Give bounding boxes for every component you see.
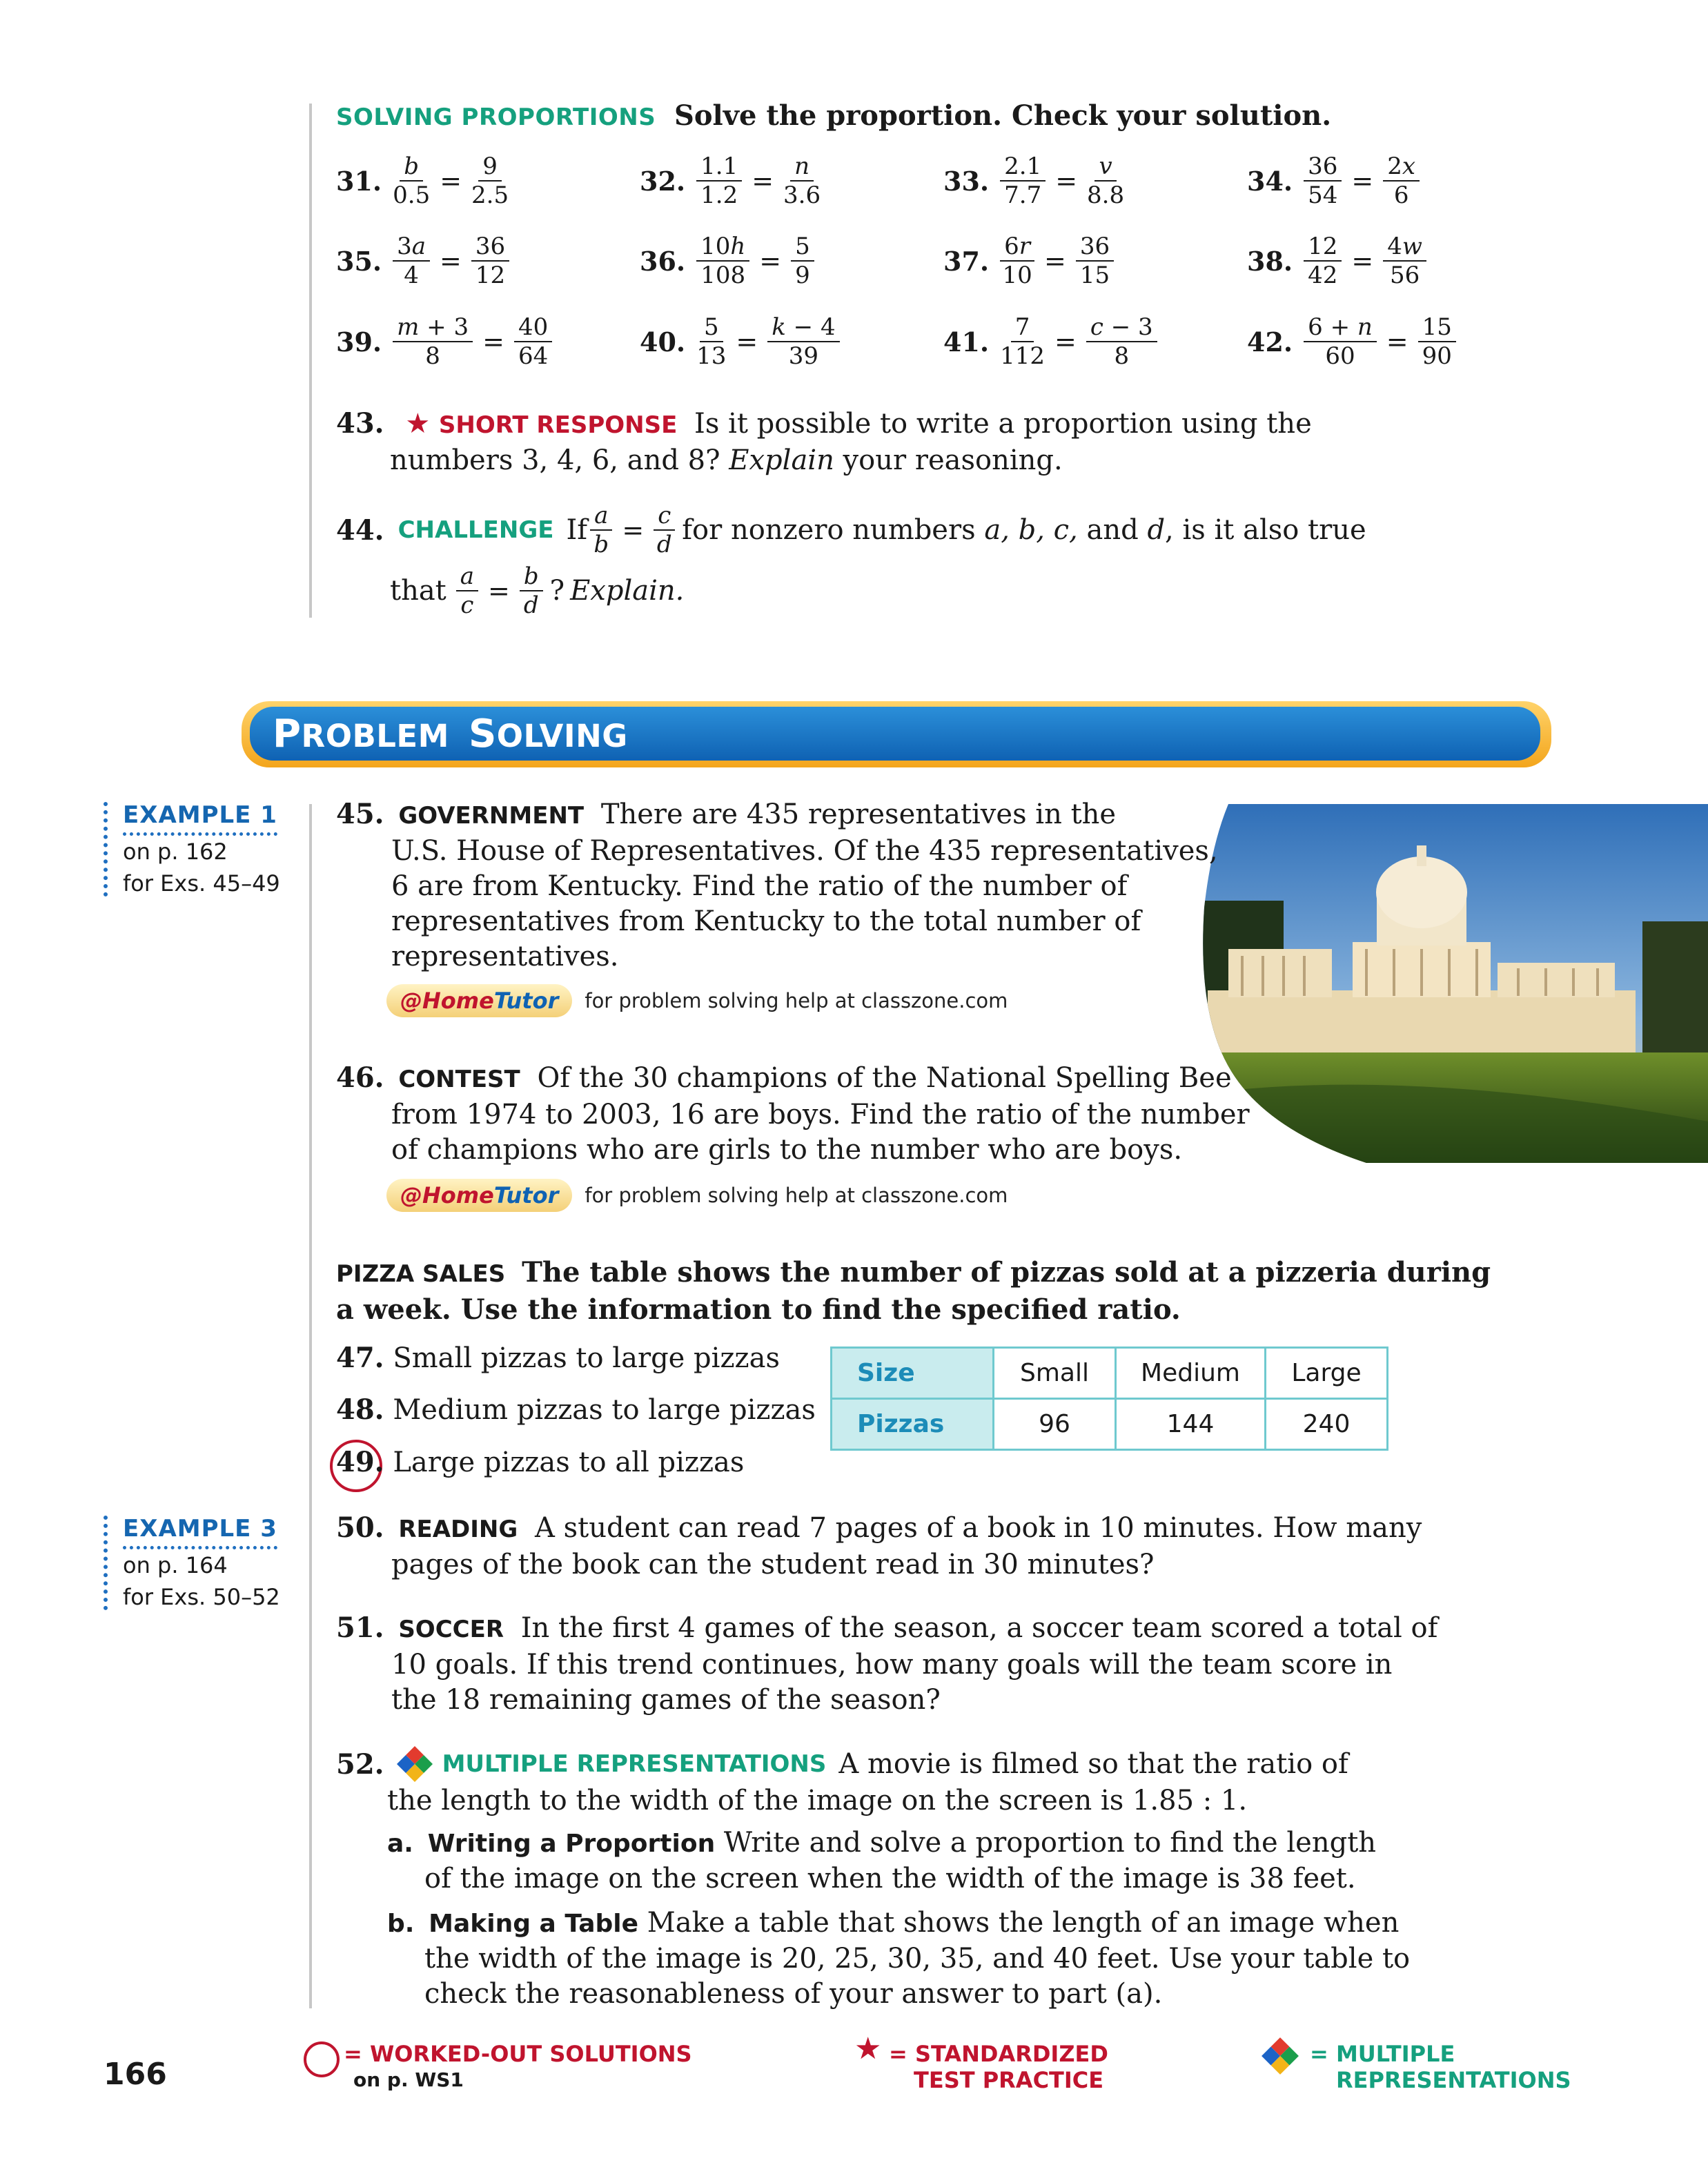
legend-multiple: = MULTIPLE REPRESENTATIONS <box>1310 2041 1571 2093</box>
equals-sign: = <box>1044 246 1066 276</box>
right-fraction: $\frac{15}{90}$ <box>1418 314 1456 369</box>
right-fraction: $\frac{4w}{56}$ <box>1383 233 1426 288</box>
proportion-item <box>640 233 817 288</box>
q43-number: 43. <box>336 407 384 440</box>
table-cell: 240 <box>1266 1399 1388 1450</box>
table-cell: 96 <box>994 1399 1116 1450</box>
q43-text2: numbers 3, 4, 6, and 8? <box>390 444 729 476</box>
size-header: Size <box>832 1348 994 1399</box>
q44-eq2: = <box>488 575 510 606</box>
proportion-item <box>640 153 823 208</box>
q46-tag: CONTEST <box>398 1066 520 1093</box>
pizza-table <box>830 1346 1388 1451</box>
table-cell: Small <box>994 1348 1116 1399</box>
proportion-item <box>943 153 1127 208</box>
left-fraction: $\frac{1.1}{1.2}$ <box>696 153 742 208</box>
table-cell: 144 <box>1116 1399 1266 1450</box>
q45-line: U.S. House of Representatives. Of the 435 representatives, <box>391 835 1218 867</box>
home-tutor-link-46[interactable] <box>386 1179 1008 1212</box>
right-fraction: $\frac{36}{12}$ <box>471 233 509 288</box>
left-fraction: $\frac{7}{112}$ <box>1000 313 1046 370</box>
equals-sign: = <box>1351 246 1374 276</box>
q44-frac-ab: $\frac{a}{b}$ <box>590 502 612 558</box>
q43-text3: your reasoning. <box>834 444 1063 476</box>
example-3-exs: for Exs. 50–52 <box>123 1584 280 1610</box>
q45-tag: GOVERNMENT <box>398 802 585 830</box>
item-number: 34. <box>1247 165 1293 197</box>
q44-number: 44. <box>336 513 384 547</box>
q43-tag: SHORT RESPONSE <box>438 411 678 439</box>
proportion-item <box>1247 233 1429 288</box>
left-rule-bottom <box>309 804 312 2008</box>
left-fraction: $\frac{12}{42}$ <box>1304 233 1342 288</box>
equals-sign: = <box>1386 326 1408 357</box>
question-49: 49. Large pizzas to all pizzas <box>336 1446 745 1478</box>
right-fraction: $\frac{9}{2.5}$ <box>471 153 509 209</box>
right-fraction: $\frac{k - 4}{39}$ <box>767 314 839 369</box>
q44-that: that <box>390 574 446 607</box>
q44-dvar: d <box>1147 513 1166 546</box>
q45-number: 45. <box>336 798 384 830</box>
q44-vars: a, b, c, <box>984 513 1078 546</box>
q43-explain: Explain <box>729 444 834 476</box>
q44-explain: Explain. <box>570 574 685 607</box>
question-48: 48. Medium pizzas to large pizzas <box>336 1393 816 1426</box>
section-instruction: Solve the proportion. Check your solution. <box>674 99 1332 132</box>
pizza-tag: PIZZA SALES <box>336 1260 506 1288</box>
q44-mid: for nonzero numbers <box>682 513 985 546</box>
q45-line: There are 435 representatives in the <box>600 799 1117 830</box>
home-tutor-text: for problem solving help at classzone.com <box>585 989 1008 1012</box>
proportion-item <box>943 314 1160 369</box>
example-1-exs: for Exs. 45–49 <box>123 870 280 897</box>
left-fraction: $\frac{3a}{4}$ <box>393 233 430 288</box>
table-cell: Large <box>1266 1348 1388 1399</box>
q43-text1: Is it possible to write a proportion using the <box>694 408 1312 440</box>
question-44 <box>336 502 1366 624</box>
sidenote-example-3 <box>104 1513 280 1613</box>
item-number: 42. <box>1247 326 1293 358</box>
right-fraction: $\frac{v}{8.8}$ <box>1087 153 1125 209</box>
question-47: 47. Small pizzas to large pizzas <box>336 1342 780 1374</box>
equals-sign: = <box>1351 166 1374 196</box>
right-fraction: $\frac{40}{64}$ <box>514 314 552 369</box>
proportion-item <box>640 314 843 369</box>
home-tutor-link-45[interactable] <box>386 984 1008 1017</box>
multiple-representations-icon <box>395 1745 434 1783</box>
solving-proportions-header <box>336 99 1331 134</box>
q45-line: representatives. <box>391 941 619 972</box>
item-number: 36. <box>640 245 686 277</box>
item-number: 33. <box>943 165 990 197</box>
question-46 <box>336 1060 1250 1168</box>
pizzas-header: Pizzas <box>832 1399 994 1450</box>
left-fraction: $\frac{6r}{10}$ <box>1000 233 1034 288</box>
q44-frac-bd: $\frac{b}{d}$ <box>520 563 543 618</box>
item-number: 37. <box>943 245 990 277</box>
left-fraction: $\frac{6 + n}{60}$ <box>1304 314 1377 369</box>
home-tutor-badge[interactable]: @HomeTutor <box>386 1179 572 1212</box>
star-icon: ★ <box>405 408 431 440</box>
item-number: 31. <box>336 165 382 197</box>
question-45 <box>336 796 1218 975</box>
table-row <box>832 1399 1388 1450</box>
q45-line: representatives from Kentucky to the total number of <box>391 905 1141 937</box>
q44-and: and <box>1077 513 1148 546</box>
q44-eq1: = <box>622 514 645 545</box>
q44-if: If <box>566 513 588 546</box>
left-fraction: $\frac{5}{13}$ <box>696 313 727 370</box>
q44-tag: CHALLENGE <box>397 516 554 544</box>
q46-line: from 1974 to 2003, 16 are boys. Find the ratio of the number <box>391 1099 1250 1130</box>
problem-solving-title: PROBLEM SOLVING <box>273 712 628 756</box>
equals-sign: = <box>752 166 774 196</box>
proportion-item <box>336 153 511 208</box>
q46-line: of champions who are girls to the number who are boys. <box>391 1134 1183 1166</box>
equals-sign: = <box>440 246 462 276</box>
right-fraction: $\frac{36}{15}$ <box>1076 233 1114 288</box>
proportion-item <box>336 314 555 369</box>
question-50: 50. READING A student can read 7 pages of a book in 10 minutes. How many pages of the book can the student read in 30 minutes? <box>336 1511 1422 1580</box>
table-row <box>832 1348 1388 1399</box>
pizza-sales-intro <box>336 1255 1491 1327</box>
item-number: 39. <box>336 326 382 358</box>
left-fraction: $\frac{10h}{108}$ <box>696 233 749 288</box>
proportion-item <box>943 233 1117 288</box>
legend-multiple-representations-icon <box>1260 2036 1300 2076</box>
equals-sign: = <box>759 246 782 276</box>
legend-star-icon: ★ <box>854 2031 882 2066</box>
home-tutor-text: for problem solving help at classzone.com <box>585 1184 1008 1207</box>
question-52: 52. MULTIPLE REPRESENTATIONS A movie is filmed so that the ratio of the length to the width of the image on the screen is 1.85 : 1. a. Writing a Proportion Write and solve a proportion to find the length of the image on the screen when the width of the image is 38 feet. b. Making a Table Make a table that shows the length of an image when the width of the image is 20, 25, 30, 35, and 40 feet. Use your table to check the reasonableness of your answer to part (a). <box>336 1745 1410 2012</box>
left-fraction: $\frac{2.1}{7.7}$ <box>1000 153 1046 208</box>
right-fraction: $\frac{5}{9}$ <box>791 233 814 288</box>
q44-end: , is it also true <box>1165 513 1366 546</box>
example-1-label[interactable]: EXAMPLE 1 <box>123 799 277 836</box>
left-fraction: $\frac{36}{54}$ <box>1304 153 1342 208</box>
table-cell: Medium <box>1116 1348 1266 1399</box>
q44-frac-cd: $\frac{c}{d}$ <box>654 502 675 558</box>
pizza-line2: a week. Use the information to find the specified ratio. <box>336 1293 1181 1326</box>
right-fraction: $\frac{2x}{6}$ <box>1383 153 1420 208</box>
equals-sign: = <box>1054 326 1077 357</box>
sidenote-example-1 <box>104 799 280 899</box>
legend-worked-out: = WORKED-OUT SOLUTIONS on p. WS1 <box>344 2041 692 2091</box>
item-number: 35. <box>336 245 382 277</box>
legend-standardized: = STANDARDIZED TEST PRACTICE <box>889 2041 1108 2093</box>
example-1-page: on p. 162 <box>123 839 228 865</box>
right-fraction: $\frac{c - 3}{8}$ <box>1086 314 1157 369</box>
equals-sign: = <box>736 326 758 357</box>
proportion-item <box>1247 153 1422 208</box>
proportion-item <box>1247 314 1459 369</box>
q45-line: 6 are from Kentucky. Find the ratio of the number of <box>391 870 1128 902</box>
right-fraction: $\frac{n}{3.6}$ <box>783 153 821 209</box>
q46-number: 46. <box>336 1061 384 1094</box>
q44-q: ? <box>549 574 565 607</box>
left-fraction: $\frac{b}{0.5}$ <box>393 153 431 209</box>
section-tag: SOLVING PROPORTIONS <box>336 104 656 131</box>
question-51: 51. SOCCER In the first 4 games of the season, a soccer team scored a total of 10 goals. If this trend continues, how many goals will the team score in the 18 remaining games of the season? <box>336 1612 1438 1716</box>
home-tutor-badge[interactable]: @HomeTutor <box>386 984 572 1017</box>
q46-line: Of the 30 champions of the National Spelling Bee <box>537 1062 1232 1094</box>
pizza-line1: The table shows the number of pizzas sold at a pizzeria during <box>522 1256 1491 1289</box>
worked-out-circle-icon <box>304 2041 340 2077</box>
example-3-label[interactable]: EXAMPLE 3 <box>123 1513 277 1549</box>
item-number: 41. <box>943 326 990 358</box>
equals-sign: = <box>1055 166 1078 196</box>
question-43 <box>336 406 1312 478</box>
q44-frac-ac: $\frac{a}{c}$ <box>456 563 478 618</box>
left-rule-top <box>309 104 312 618</box>
item-number: 40. <box>640 326 686 358</box>
example-3-page: on p. 164 <box>123 1552 228 1578</box>
proportion-item <box>336 233 512 288</box>
left-fraction: $\frac{m + 3}{8}$ <box>393 314 473 369</box>
item-number: 38. <box>1247 245 1293 277</box>
item-number: 32. <box>640 165 686 197</box>
page-number: 166 <box>104 2057 167 2092</box>
capitol-photo <box>1201 804 1708 1163</box>
equals-sign: = <box>440 166 462 196</box>
equals-sign: = <box>482 326 504 357</box>
